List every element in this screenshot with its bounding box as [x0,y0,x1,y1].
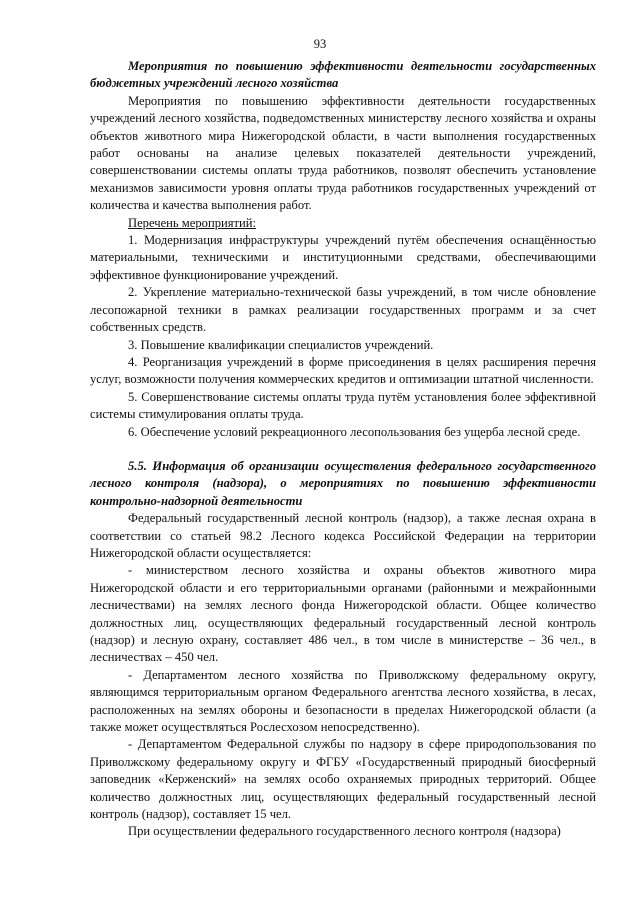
list-item: 3. Повышение квалификации специалистов учреждений. [128,337,434,352]
list-title [90,215,596,232]
list-item: 4. Реорганизация учреждений в форме присоединения в целях расширения перечня услуг, возможности получения коммерческих кредитов и оптимизации штатной численности. [90,354,596,387]
page-number: 93 [313,37,327,51]
page-content [90,58,596,841]
paragraph-continued: При осуществлении федерального государственного лесного контроля (надзора) [128,824,561,839]
list-item: 2. Укрепление материально-технической базы учреждений, в том числе обновление лесопожарной техники в рамках реализации государственных программ и за счет собственных средств. [90,285,596,335]
list-title-text: Перечень мероприятий: [128,215,257,230]
bullet-item: - Департаментом лесного хозяйства по Приволжскому федеральному округу, являющимся территориальным органом Федерального агентства лесного хозяйства, в лесах, расположенных на землях обороны и безопасности в пределах Нижегородской области (а также может осуществляться Рослесхозом непосредственно). [90,667,596,735]
section-heading-5-5: 5.5. Информация об организации осуществления федерального государственного лесного контроля (надзора), о мероприятиях по повышению эффективности контрольно-надзорной деятельности [90,458,596,508]
bullet-item: - Департаментом Федеральной службы по надзору в сфере природопользования по Приволжскому федеральному округу и ФГБУ «Государственный природный биосферный заповедник «Керженский» на землях особо охраняемых природных территорий. Общее количество должностных лиц, осуществляющих федеральный государственный лесной контроль (надзор), составляет 15 чел. [90,737,596,822]
paragraph-intro: Мероприятия по повышению эффективности деятельности государственных учреждений лесного хозяйства, подведомственных министерству лесного хозяйства и охраны объектов животного мира Нижегородской области, в части выполнения государственных работ основаны на анализе целевых показателей деятельности учреждений, совершенствовании системы оплаты труда работников, позволят обеспечить установление механизмов зависимости уровня оплаты труда работников государственных учреждений от количества и качества выполнения работ. [90,93,596,213]
list-item: 6. Обеспечение условий рекреационного лесопользования без ущерба лесной среде. [128,424,581,439]
section-heading-institutions: Мероприятия по повышению эффективности деятельности государственных бюджетных учреждений лесного хозяйства [90,59,596,91]
section-gap [90,441,596,458]
list-item: 1. Модернизация инфраструктуры учреждений путём обеспечения оснащённостью материальными, техническими и институционными средствами, обеспечивающими эффективное функционирование учреждений. [90,233,596,282]
paragraph-control: Федеральный государственный лесной контроль (надзор), а также лесная охрана в соответствии со статьей 98.2 Лесного кодекса Российской Федерации на территории Нижегородской области осуществляется: [90,511,596,560]
list-item: 5. Совершенствование системы оплаты труда путём установления более эффективной системы стимулирования оплаты труда. [90,389,596,422]
bullet-item: - министерством лесного хозяйства и охраны объектов животного мира Нижегородской области и его территориальными органами (районными и межрайонными лесничествами) на землях лесного фонда Нижегородской области. Общее количество должностных лиц, осуществляющих федеральный государственный лесной контроль (надзор) и лесную охрану, составляет 486 чел., в том числе в министерстве – 36 чел., в лесничествах – 450 чел. [90,563,596,665]
